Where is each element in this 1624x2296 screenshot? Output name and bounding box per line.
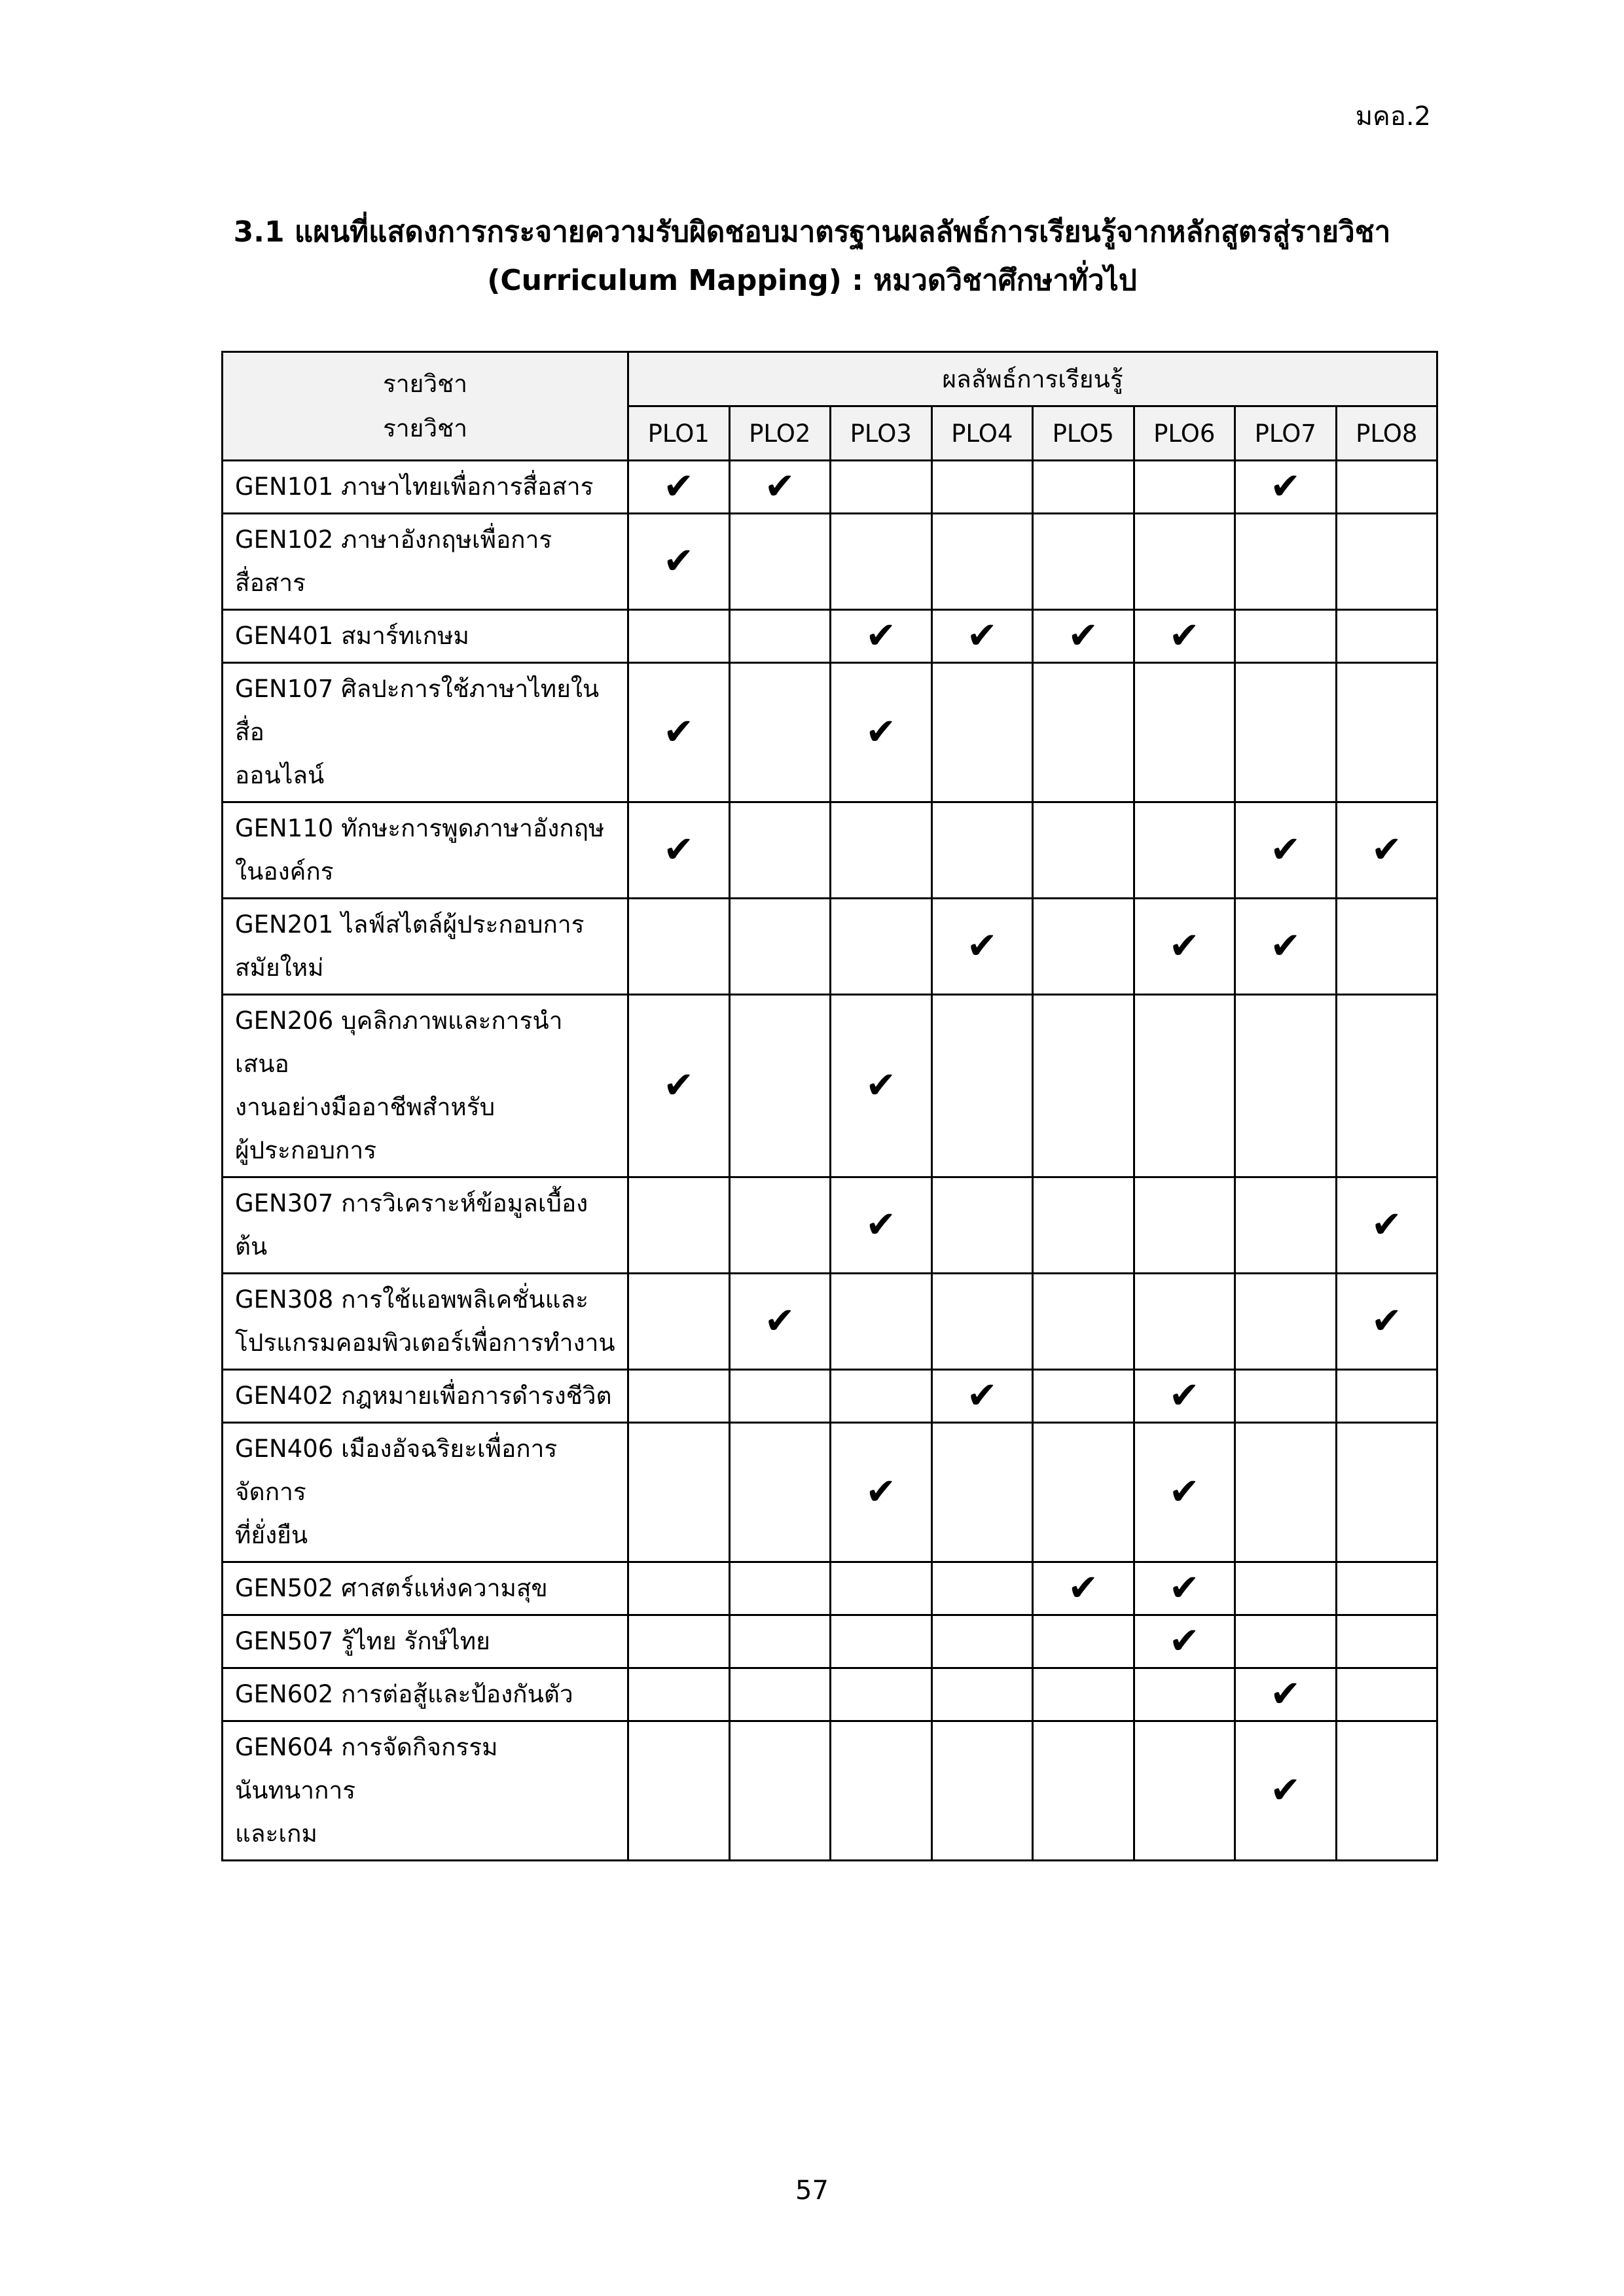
mapping-cell-plo6 — [1134, 1721, 1235, 1861]
course-name-cell — [223, 663, 628, 802]
course-name-line: GEN201 ไลฟ์สไตล์ผู้ประกอบการ — [235, 910, 585, 939]
course-name-line: GEN602 การต่อสู้และป้องกันตัว — [235, 1680, 573, 1708]
check-mark-icon: ✔ — [1168, 1374, 1200, 1417]
mapping-cell-plo4 — [931, 1423, 1033, 1562]
mapping-cell-plo2 — [729, 1615, 831, 1668]
mapping-cell-plo5 — [1033, 1721, 1134, 1861]
mapping-cell-plo3 — [831, 1370, 932, 1423]
course-name-cell — [223, 1562, 628, 1615]
mapping-cell-plo4 — [931, 610, 1033, 663]
course-name-cell — [223, 1274, 628, 1370]
mapping-cell-plo2 — [729, 995, 831, 1177]
plo-header-6: PLO6 — [1134, 406, 1235, 461]
table-row — [223, 1562, 1437, 1615]
course-name-line: GEN406 เมืองอัจฉริยะเพื่อการจัดการ — [235, 1435, 558, 1506]
plo-header-8: PLO8 — [1336, 406, 1437, 461]
table-row — [223, 899, 1437, 995]
mapping-cell-plo3 — [831, 1177, 932, 1274]
mapping-cell-plo7 — [1235, 1615, 1337, 1668]
mapping-cell-plo5 — [1033, 1668, 1134, 1721]
table-row — [223, 1615, 1437, 1668]
mapping-cell-plo8 — [1336, 1721, 1437, 1861]
mapping-cell-plo5 — [1033, 514, 1134, 610]
course-name-line: และเกม — [235, 1820, 317, 1848]
mapping-cell-plo3 — [831, 461, 932, 514]
mapping-cell-plo7 — [1235, 1274, 1337, 1370]
mapping-cell-plo6 — [1134, 1177, 1235, 1274]
mapping-cell-plo8 — [1336, 995, 1437, 1177]
mapping-cell-plo4 — [931, 995, 1033, 1177]
mapping-cell-plo4 — [931, 461, 1033, 514]
mapping-cell-plo5 — [1033, 663, 1134, 802]
course-name-line: GEN107 ศิลปะการใช้ภาษาไทยในสื่อ — [235, 675, 600, 746]
mapping-cell-plo7 — [1235, 1370, 1337, 1423]
course-name-cell — [223, 1721, 628, 1861]
check-mark-icon: ✔ — [663, 829, 695, 871]
mapping-cell-plo7 — [1235, 1177, 1337, 1274]
mapping-cell-plo6 — [1134, 663, 1235, 802]
course-name-line: ที่ยั่งยืน — [235, 1521, 308, 1549]
mapping-cell-plo1 — [628, 461, 730, 514]
mapping-cell-plo8 — [1336, 610, 1437, 663]
plo-header-2: PLO2 — [729, 406, 831, 461]
mapping-cell-plo5 — [1033, 1423, 1134, 1562]
check-mark-icon: ✔ — [865, 1064, 897, 1107]
table-row — [223, 802, 1437, 899]
check-mark-icon: ✔ — [663, 711, 695, 753]
page-number: 57 — [795, 2176, 829, 2206]
check-mark-icon: ✔ — [663, 465, 695, 508]
check-mark-icon: ✔ — [1270, 1673, 1301, 1715]
mapping-cell-plo3 — [831, 1615, 932, 1668]
mapping-cell-plo7 — [1235, 663, 1337, 802]
mapping-cell-plo6 — [1134, 1423, 1235, 1562]
mapping-cell-plo3 — [831, 1668, 932, 1721]
check-mark-icon: ✔ — [1168, 925, 1200, 967]
mapping-cell-plo1 — [628, 1562, 730, 1615]
mapping-cell-plo7 — [1235, 610, 1337, 663]
table-row — [223, 995, 1437, 1177]
mapping-cell-plo2 — [729, 1562, 831, 1615]
mapping-cell-plo4 — [931, 1562, 1033, 1615]
table-row — [223, 1177, 1437, 1274]
table-row — [223, 1721, 1437, 1861]
table-body — [223, 461, 1437, 1861]
course-name-line: GEN206 บุคลิกภาพและการนำเสนอ — [235, 1007, 563, 1078]
table-row — [223, 1370, 1437, 1423]
mapping-cell-plo6 — [1134, 1274, 1235, 1370]
check-mark-icon: ✔ — [1168, 615, 1200, 657]
table-row — [223, 610, 1437, 663]
table-row — [223, 1668, 1437, 1721]
course-header-line-2: รายวิชา — [383, 414, 467, 442]
course-name-line: GEN604 การจัดกิจกรรมนันทนาการ — [235, 1733, 498, 1804]
mapping-cell-plo6 — [1134, 1615, 1235, 1668]
mapping-cell-plo6 — [1134, 995, 1235, 1177]
mapping-cell-plo2 — [729, 1177, 831, 1274]
mapping-cell-plo3 — [831, 1562, 932, 1615]
mapping-cell-plo1 — [628, 1177, 730, 1274]
plo-header-5: PLO5 — [1033, 406, 1134, 461]
mapping-cell-plo4 — [931, 514, 1033, 610]
mapping-cell-plo6 — [1134, 802, 1235, 899]
mapping-cell-plo3 — [831, 1274, 932, 1370]
mapping-cell-plo5 — [1033, 461, 1134, 514]
table-row — [223, 1274, 1437, 1370]
mapping-cell-plo3 — [831, 663, 932, 802]
course-name-line: สมัยใหม่ — [235, 954, 324, 982]
mapping-cell-plo4 — [931, 1177, 1033, 1274]
course-name-line: ออนไลน์ — [235, 761, 325, 789]
mapping-cell-plo2 — [729, 610, 831, 663]
mapping-cell-plo6 — [1134, 461, 1235, 514]
mapping-cell-plo2 — [729, 1423, 831, 1562]
plo-header-1: PLO1 — [628, 406, 730, 461]
plo-header-7: PLO7 — [1235, 406, 1337, 461]
course-name-line: GEN308 การใช้แอพพลิเคชั่นและ — [235, 1285, 589, 1314]
mapping-cell-plo1 — [628, 1615, 730, 1668]
mapping-cell-plo4 — [931, 1668, 1033, 1721]
mapping-cell-plo8 — [1336, 1668, 1437, 1721]
mapping-cell-plo7 — [1235, 461, 1337, 514]
mapping-cell-plo7 — [1235, 899, 1337, 995]
check-mark-icon: ✔ — [966, 615, 998, 657]
page-title — [0, 208, 1624, 305]
course-header-line-1: รายวิชา — [383, 369, 467, 398]
mapping-cell-plo8 — [1336, 461, 1437, 514]
plo-header-3: PLO3 — [831, 406, 932, 461]
check-mark-icon: ✔ — [663, 1064, 695, 1107]
check-mark-icon: ✔ — [966, 1374, 998, 1417]
check-mark-icon: ✔ — [966, 925, 998, 967]
mapping-cell-plo6 — [1134, 899, 1235, 995]
course-name-cell — [223, 995, 628, 1177]
check-mark-icon: ✔ — [1270, 925, 1301, 967]
check-mark-icon: ✔ — [865, 615, 897, 657]
mapping-cell-plo8 — [1336, 1177, 1437, 1274]
mapping-cell-plo5 — [1033, 995, 1134, 1177]
mapping-cell-plo3 — [831, 1423, 932, 1562]
mapping-cell-plo1 — [628, 995, 730, 1177]
mapping-cell-plo6 — [1134, 1562, 1235, 1615]
course-column-header — [223, 352, 628, 461]
check-mark-icon: ✔ — [1371, 1300, 1402, 1342]
mapping-cell-plo8 — [1336, 1562, 1437, 1615]
course-name-line: GEN402 กฎหมายเพื่อการดำรงชีวิต — [235, 1382, 612, 1410]
check-mark-icon: ✔ — [1371, 829, 1402, 871]
table-row — [223, 514, 1437, 610]
mapping-cell-plo2 — [729, 802, 831, 899]
course-name-line: GEN507 รู้ไทย รักษ์ไทย — [235, 1627, 490, 1655]
mapping-cell-plo4 — [931, 1370, 1033, 1423]
mapping-cell-plo3 — [831, 899, 932, 995]
check-mark-icon: ✔ — [865, 711, 897, 753]
mapping-cell-plo5 — [1033, 1370, 1134, 1423]
mapping-cell-plo7 — [1235, 1423, 1337, 1562]
mapping-cell-plo2 — [729, 663, 831, 802]
table-row — [223, 461, 1437, 514]
mapping-cell-plo7 — [1235, 1668, 1337, 1721]
check-mark-icon: ✔ — [1270, 829, 1301, 871]
mapping-cell-plo8 — [1336, 663, 1437, 802]
table-row — [223, 1423, 1437, 1562]
mapping-cell-plo1 — [628, 610, 730, 663]
mapping-cell-plo4 — [931, 1274, 1033, 1370]
check-mark-icon: ✔ — [663, 540, 695, 583]
mapping-cell-plo7 — [1235, 514, 1337, 610]
course-name-cell — [223, 899, 628, 995]
mapping-cell-plo3 — [831, 995, 932, 1177]
course-name-line: GEN502 ศาสตร์แห่งความสุข — [235, 1574, 548, 1602]
mapping-cell-plo1 — [628, 1274, 730, 1370]
mapping-cell-plo5 — [1033, 1177, 1134, 1274]
course-name-line: งานอย่างมืออาชีพสำหรับ — [235, 1093, 496, 1121]
mapping-cell-plo6 — [1134, 1668, 1235, 1721]
mapping-cell-plo3 — [831, 610, 932, 663]
mapping-cell-plo6 — [1134, 514, 1235, 610]
course-name-line: GEN307 การวิเคราะห์ข้อมูลเบื้องต้น — [235, 1189, 588, 1261]
mapping-cell-plo8 — [1336, 1615, 1437, 1668]
check-mark-icon: ✔ — [764, 1300, 795, 1342]
check-mark-icon: ✔ — [1068, 1567, 1099, 1609]
mapping-cell-plo5 — [1033, 610, 1134, 663]
mapping-cell-plo1 — [628, 1721, 730, 1861]
check-mark-icon: ✔ — [1270, 465, 1301, 508]
mapping-cell-plo7 — [1235, 1562, 1337, 1615]
mapping-cell-plo5 — [1033, 802, 1134, 899]
mapping-cell-plo1 — [628, 514, 730, 610]
course-name-cell — [223, 802, 628, 899]
mapping-cell-plo4 — [931, 663, 1033, 802]
mapping-cell-plo4 — [931, 1721, 1033, 1861]
check-mark-icon: ✔ — [764, 465, 795, 508]
plo-header-4: PLO4 — [931, 406, 1033, 461]
mapping-cell-plo1 — [628, 899, 730, 995]
course-name-line: โปรแกรมคอมพิวเตอร์เพื่อการทำงาน — [235, 1329, 615, 1357]
mapping-cell-plo4 — [931, 802, 1033, 899]
course-name-cell — [223, 1370, 628, 1423]
title-line-1: 3.1 แผนที่แสดงการกระจายความรับผิดชอบมาตรฐานผลลัพธ์การเรียนรู้จากหลักสูตรสู่รายวิชา — [233, 215, 1391, 249]
course-name-cell — [223, 1615, 628, 1668]
mapping-cell-plo3 — [831, 514, 932, 610]
table-row — [223, 663, 1437, 802]
mapping-cell-plo2 — [729, 1668, 831, 1721]
check-mark-icon: ✔ — [1270, 1769, 1301, 1812]
mapping-cell-plo2 — [729, 461, 831, 514]
mapping-cell-plo1 — [628, 663, 730, 802]
mapping-cell-plo2 — [729, 899, 831, 995]
check-mark-icon: ✔ — [865, 1471, 897, 1513]
mapping-cell-plo8 — [1336, 514, 1437, 610]
check-mark-icon: ✔ — [1168, 1620, 1200, 1662]
mapping-cell-plo5 — [1033, 1274, 1134, 1370]
title-line-2: (Curriculum Mapping) : หมวดวิชาศึกษาทั่วไป — [487, 264, 1137, 297]
course-name-line: GEN101 ภาษาไทยเพื่อการสื่อสาร — [235, 473, 594, 501]
document-code: มคอ.2 — [1355, 101, 1431, 132]
curriculum-mapping-table — [221, 351, 1438, 1861]
mapping-cell-plo2 — [729, 514, 831, 610]
mapping-cell-plo7 — [1235, 1721, 1337, 1861]
course-name-cell — [223, 1177, 628, 1274]
check-mark-icon: ✔ — [1168, 1567, 1200, 1609]
mapping-cell-plo1 — [628, 1370, 730, 1423]
mapping-cell-plo8 — [1336, 899, 1437, 995]
mapping-cell-plo1 — [628, 802, 730, 899]
mapping-cell-plo8 — [1336, 802, 1437, 899]
mapping-cell-plo2 — [729, 1370, 831, 1423]
course-name-line: ผู้ประกอบการ — [235, 1136, 377, 1164]
mapping-cell-plo7 — [1235, 995, 1337, 1177]
mapping-cell-plo4 — [931, 1615, 1033, 1668]
mapping-cell-plo2 — [729, 1274, 831, 1370]
mapping-cell-plo8 — [1336, 1274, 1437, 1370]
mapping-cell-plo6 — [1134, 1370, 1235, 1423]
course-name-line: ในองค์กร — [235, 857, 334, 886]
course-name-cell — [223, 610, 628, 663]
check-mark-icon: ✔ — [1371, 1204, 1402, 1246]
mapping-cell-plo4 — [931, 899, 1033, 995]
course-name-cell — [223, 1423, 628, 1562]
course-name-line: GEN110 ทักษะการพูดภาษาอังกฤษ — [235, 814, 605, 842]
check-mark-icon: ✔ — [1068, 615, 1099, 657]
learning-outcomes-header: ผลลัพธ์การเรียนรู้ — [628, 352, 1437, 406]
course-name-cell — [223, 461, 628, 514]
mapping-cell-plo2 — [729, 1721, 831, 1861]
mapping-cell-plo3 — [831, 802, 932, 899]
mapping-cell-plo1 — [628, 1423, 730, 1562]
mapping-cell-plo5 — [1033, 1615, 1134, 1668]
course-name-line: GEN102 ภาษาอังกฤษเพื่อการสื่อสาร — [235, 526, 552, 597]
course-name-cell — [223, 514, 628, 610]
mapping-cell-plo1 — [628, 1668, 730, 1721]
course-name-cell — [223, 1668, 628, 1721]
check-mark-icon: ✔ — [1168, 1471, 1200, 1513]
mapping-cell-plo5 — [1033, 1562, 1134, 1615]
mapping-cell-plo7 — [1235, 802, 1337, 899]
mapping-cell-plo6 — [1134, 610, 1235, 663]
mapping-cell-plo8 — [1336, 1423, 1437, 1562]
mapping-cell-plo5 — [1033, 899, 1134, 995]
mapping-cell-plo3 — [831, 1721, 932, 1861]
course-name-line: GEN401 สมาร์ทเกษม — [235, 622, 469, 650]
mapping-cell-plo8 — [1336, 1370, 1437, 1423]
check-mark-icon: ✔ — [865, 1204, 897, 1246]
